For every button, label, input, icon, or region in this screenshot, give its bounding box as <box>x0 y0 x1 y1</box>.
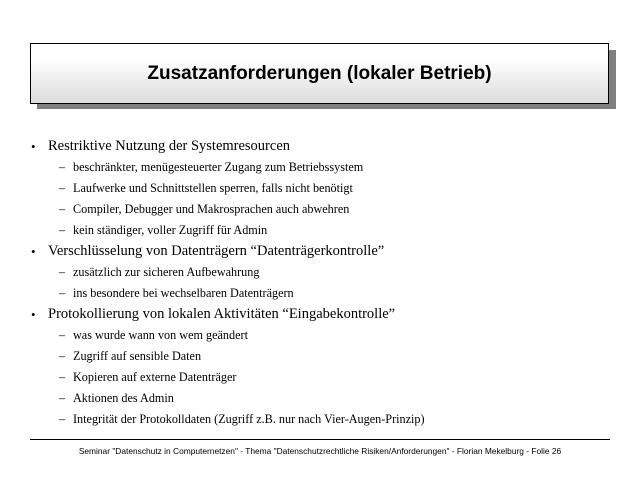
section-heading: Restriktive Nutzung der Systemresourcen <box>48 138 291 154</box>
sub-bullet-text: kein ständiger, voller Zugriff für Admin <box>73 223 268 237</box>
sub-bullet <box>28 325 618 346</box>
section-heading: Protokollierung von lokalen Aktivitäten “Eingabekontrolle” <box>48 306 396 322</box>
footer-divider <box>30 439 610 440</box>
dash-icon: – <box>59 349 66 363</box>
sub-bullet <box>28 199 618 220</box>
sub-bullet-text: Kopieren auf externe Datenträger <box>73 370 237 384</box>
bullet-section-2 <box>28 241 618 262</box>
sub-bullet <box>28 388 618 409</box>
sub-bullet-text: zusätzlich zur sicheren Aufbewahrung <box>73 265 260 279</box>
sub-bullet-text: was wurde wann von wem geändert <box>73 328 248 342</box>
sub-bullet-text: Compiler, Debugger und Makrosprachen auch abwehren <box>73 202 350 216</box>
sub-bullet <box>28 346 618 367</box>
sub-bullet-text: ins besondere bei wechselbaren Datenträgern <box>73 286 294 300</box>
slide-footer: Seminar "Datenschutz in Computernetzen" - Thema "Datenschutzrechtliche Risiken/Anforderungen" - Florian Mekelburg - Folie 26 <box>78 446 562 456</box>
dash-icon: – <box>59 391 66 405</box>
dash-icon: – <box>59 265 66 279</box>
bullet-section-1 <box>28 136 618 157</box>
sub-bullet-text: Integrität der Protokolldaten (Zugriff z.B. nur nach Vier-Augen-Prinzip) <box>73 412 425 426</box>
dash-icon: – <box>59 202 66 216</box>
sub-bullet <box>28 262 618 283</box>
dash-icon: – <box>59 223 66 237</box>
dash-icon: – <box>59 160 66 174</box>
bullet-dot: • <box>31 139 36 154</box>
dash-icon: – <box>59 370 66 384</box>
sub-bullet <box>28 157 618 178</box>
sub-bullet-text: Laufwerke und Schnittstellen sperren, falls nicht benötigt <box>73 181 353 195</box>
sub-bullet-text: Zugriff auf sensible Daten <box>73 349 202 363</box>
dash-icon: – <box>59 328 66 342</box>
title-box <box>30 43 609 104</box>
sub-bullet <box>28 283 618 304</box>
sub-bullet <box>28 220 618 241</box>
bullet-section-3 <box>28 304 618 325</box>
sub-bullet <box>28 367 618 388</box>
slide-content <box>28 136 618 430</box>
dash-icon: – <box>59 412 66 426</box>
dash-icon: – <box>59 286 66 300</box>
sub-bullet <box>28 178 618 199</box>
sub-bullet-text: beschränkter, menügesteuerter Zugang zum Betriebssystem <box>73 160 364 174</box>
dash-icon: – <box>59 181 66 195</box>
bullet-dot: • <box>31 307 36 322</box>
bullet-dot: • <box>31 244 36 259</box>
sub-bullet-text: Aktionen des Admin <box>73 391 174 405</box>
section-heading: Verschlüsselung von Datenträgern “Datenträgerkontrolle” <box>48 243 385 259</box>
sub-bullet <box>28 409 618 430</box>
slide-title: Zusatzanforderungen (lokaler Betrieb) <box>147 62 492 84</box>
